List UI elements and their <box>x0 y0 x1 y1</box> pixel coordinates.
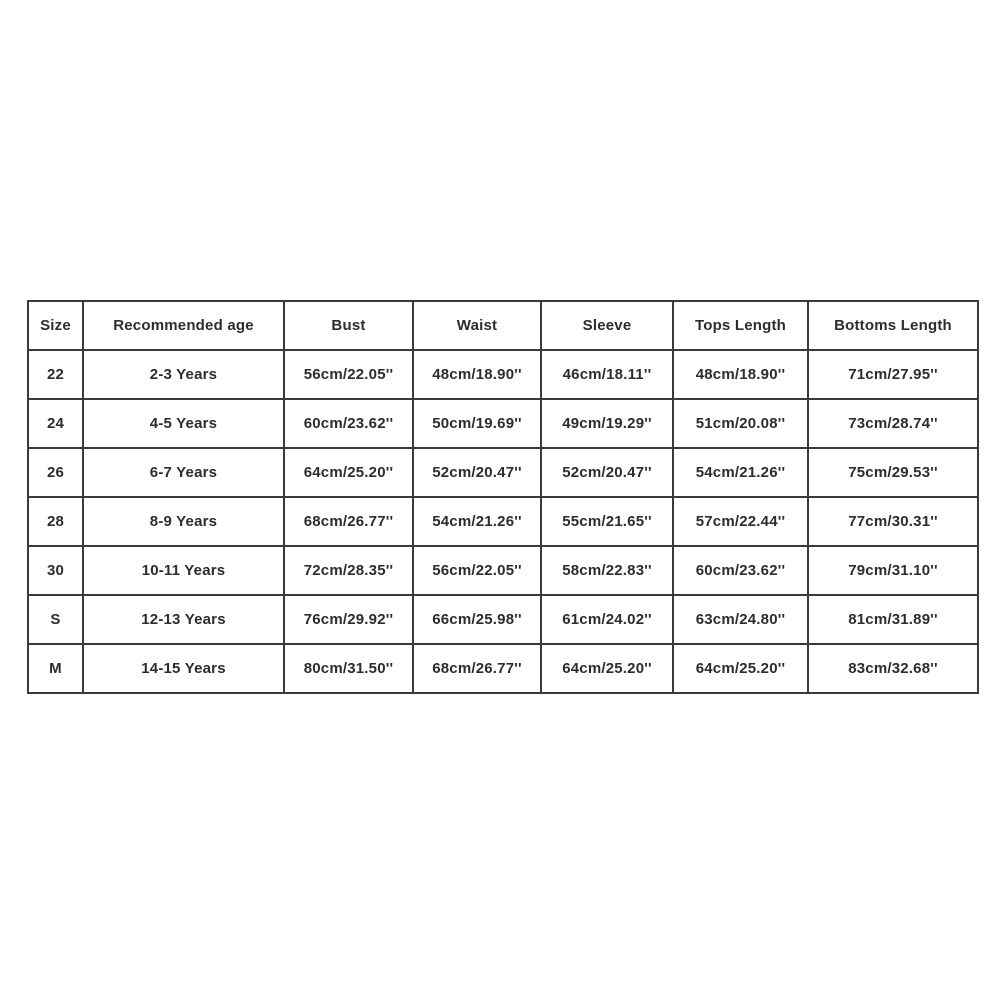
size-cell: 22 <box>28 350 83 399</box>
table-cell: 52cm/20.47'' <box>413 448 541 497</box>
table-row <box>28 644 978 693</box>
size-cell: 24 <box>28 399 83 448</box>
table-cell: 48cm/18.90'' <box>413 350 541 399</box>
table-row <box>28 546 978 595</box>
table-cell: 56cm/22.05'' <box>284 350 413 399</box>
column-header-tops-length: Tops Length <box>673 301 808 350</box>
table-cell: 6-7 Years <box>83 448 284 497</box>
column-header-waist: Waist <box>413 301 541 350</box>
table-row <box>28 350 978 399</box>
size-cell: 26 <box>28 448 83 497</box>
size-cell: 30 <box>28 546 83 595</box>
column-header-sleeve: Sleeve <box>541 301 673 350</box>
table-cell: 60cm/23.62'' <box>284 399 413 448</box>
table-row <box>28 399 978 448</box>
table-cell: 60cm/23.62'' <box>673 546 808 595</box>
table-cell: 54cm/21.26'' <box>673 448 808 497</box>
size-cell: M <box>28 644 83 693</box>
table-row <box>28 595 978 644</box>
table-cell: 61cm/24.02'' <box>541 595 673 644</box>
column-header-size: Size <box>28 301 83 350</box>
table-cell: 77cm/30.31'' <box>808 497 978 546</box>
size-cell: S <box>28 595 83 644</box>
table-body <box>28 350 978 693</box>
table-cell: 46cm/18.11'' <box>541 350 673 399</box>
table-cell: 80cm/31.50'' <box>284 644 413 693</box>
column-header-bust: Bust <box>284 301 413 350</box>
table-cell: 68cm/26.77'' <box>413 644 541 693</box>
table-cell: 72cm/28.35'' <box>284 546 413 595</box>
table-cell: 63cm/24.80'' <box>673 595 808 644</box>
column-header-bottoms-length: Bottoms Length <box>808 301 978 350</box>
table-cell: 75cm/29.53'' <box>808 448 978 497</box>
table-cell: 49cm/19.29'' <box>541 399 673 448</box>
table-cell: 71cm/27.95'' <box>808 350 978 399</box>
table-cell: 10-11 Years <box>83 546 284 595</box>
table-cell: 73cm/28.74'' <box>808 399 978 448</box>
size-chart-container <box>27 300 979 694</box>
table-cell: 79cm/31.10'' <box>808 546 978 595</box>
table-row <box>28 448 978 497</box>
table-cell: 14-15 Years <box>83 644 284 693</box>
table-cell: 64cm/25.20'' <box>541 644 673 693</box>
table-cell: 68cm/26.77'' <box>284 497 413 546</box>
table-cell: 83cm/32.68'' <box>808 644 978 693</box>
size-cell: 28 <box>28 497 83 546</box>
table-cell: 64cm/25.20'' <box>673 644 808 693</box>
table-cell: 57cm/22.44'' <box>673 497 808 546</box>
table-cell: 64cm/25.20'' <box>284 448 413 497</box>
table-cell: 56cm/22.05'' <box>413 546 541 595</box>
size-chart-table <box>27 300 979 694</box>
table-cell: 51cm/20.08'' <box>673 399 808 448</box>
table-cell: 8-9 Years <box>83 497 284 546</box>
table-cell: 58cm/22.83'' <box>541 546 673 595</box>
table-cell: 55cm/21.65'' <box>541 497 673 546</box>
table-cell: 50cm/19.69'' <box>413 399 541 448</box>
table-cell: 76cm/29.92'' <box>284 595 413 644</box>
table-cell: 12-13 Years <box>83 595 284 644</box>
table-cell: 66cm/25.98'' <box>413 595 541 644</box>
table-cell: 54cm/21.26'' <box>413 497 541 546</box>
table-header-row <box>28 301 978 350</box>
table-cell: 48cm/18.90'' <box>673 350 808 399</box>
table-row <box>28 497 978 546</box>
table-cell: 81cm/31.89'' <box>808 595 978 644</box>
table-cell: 52cm/20.47'' <box>541 448 673 497</box>
table-cell: 2-3 Years <box>83 350 284 399</box>
table-cell: 4-5 Years <box>83 399 284 448</box>
column-header-recommended-age: Recommended age <box>83 301 284 350</box>
